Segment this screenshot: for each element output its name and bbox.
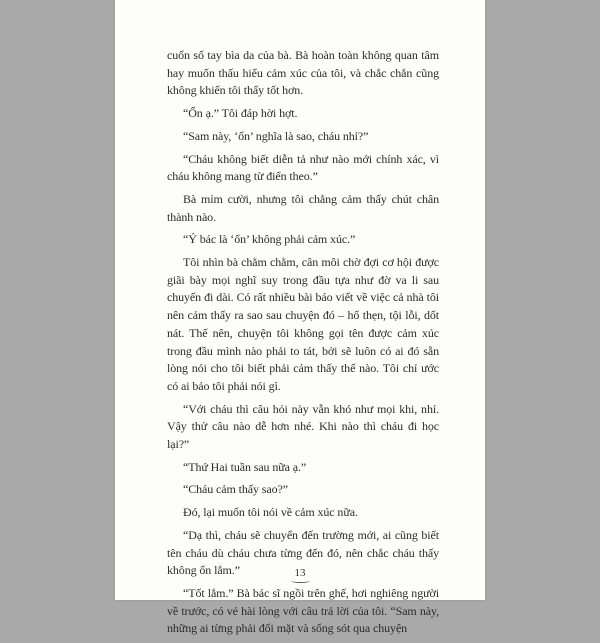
paragraph: Tôi nhìn bà chằm chằm, cân môi chờ đợi cơ hội được giãi bày mọi nghĩ suy trong đầu tựa như đờ va li sau chuyến đi dài. Có rất nhiều bài báo viết về việc cả nhà tôi nên cảm thấy ra sao sau chuyện đó – hổ thẹn, tội lỗi, dốt nát. Thế nên, chuyện tôi không gọi tên được cảm xúc trong đầu mình nào phải to tát, bởi sẽ luôn có ai đó sẵn lòng nói cho tôi biết phải cảm thấy thế nào. Tôi chỉ ước có ai bảo tôi phải nói gì. bbox=[167, 255, 439, 393]
paragraph: “Với cháu thì câu hỏi này vẫn khó như mọi khi, nhỉ. Vậy thử câu nào dễ hơn nhé. Khi nào thì cháu đi học lại?” bbox=[167, 401, 439, 452]
page-number-underline bbox=[291, 579, 310, 583]
body-text bbox=[167, 47, 439, 643]
paragraph: Đó, lại muốn tôi nói về cảm xúc nữa. bbox=[183, 505, 358, 520]
paragraph: “Ý bác là ‘ổn’ không phải cảm xúc.” bbox=[183, 232, 356, 247]
paragraph: “Dạ thì, cháu sẽ chuyển đến trường mới, ai cũng biết tên cháu dù cháu chưa từng đến đó, nên chắc cháu thấy không ổn lắm.” bbox=[167, 527, 439, 578]
paragraph: “Ổn ạ.” Tôi đáp hời hợt. bbox=[183, 106, 298, 121]
page-number-ornament bbox=[291, 567, 310, 581]
book-page bbox=[115, 0, 485, 636]
paragraph: “Cháu cảm thấy sao?” bbox=[183, 482, 288, 497]
page-number-area bbox=[115, 567, 485, 581]
page-number: 13 bbox=[294, 567, 306, 579]
paragraph: Bà mỉm cười, nhưng tôi chẳng cảm thấy chút chân thành nào. bbox=[167, 191, 439, 224]
paragraph: “Thứ Hai tuần sau nữa ạ.” bbox=[183, 459, 307, 474]
paragraph: cuốn sổ tay bìa da của bà. Bà hoàn toàn không quan tâm hay muốn thấu hiểu cảm xúc của tôi, và chắc chắn cũng không khiến tôi thấy tốt hơn. bbox=[167, 48, 439, 98]
paragraph: “Cháu không biết diễn tả như nào mới chính xác, vì cháu không mang từ điển theo.” bbox=[167, 151, 439, 184]
paragraph: “Tốt lắm.” Bà bác sĩ ngồi trên ghế, hơi nghiêng người về trước, có vẻ hài lòng với câu trả lời của tôi. “Sam này, những ai từng phải đối mặt và sống sót qua chuyện bbox=[167, 585, 439, 636]
paragraph: “Sam này, ‘ổn’ nghĩa là sao, cháu nhỉ?” bbox=[183, 128, 369, 143]
